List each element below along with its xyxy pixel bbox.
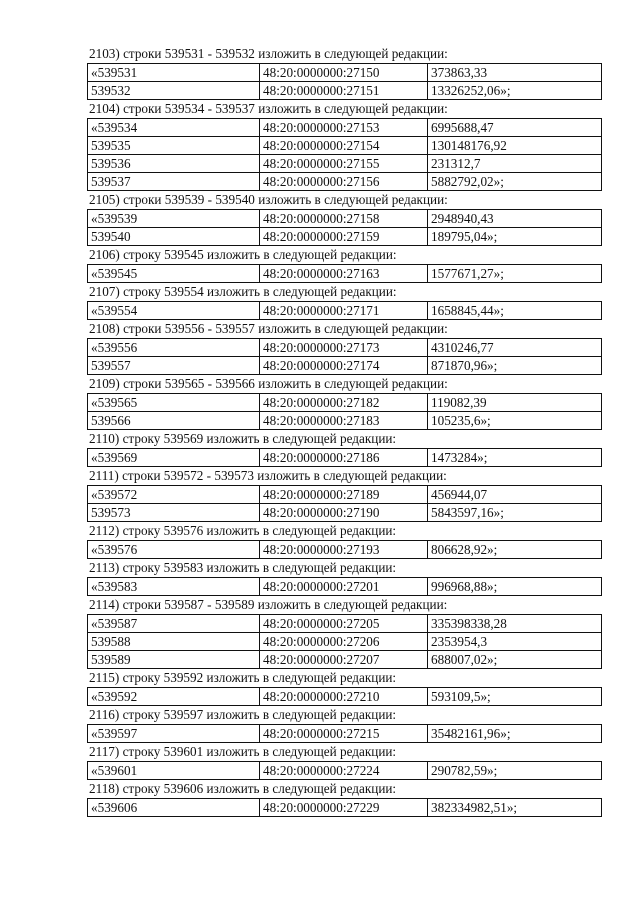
cadastral-number-cell: 48:20:0000000:27229 xyxy=(260,799,428,817)
value-cell: 688007,02»; xyxy=(428,651,602,669)
value-cell: 189795,04»; xyxy=(428,228,602,246)
table-row xyxy=(88,265,602,283)
amendment-table xyxy=(87,485,602,522)
row-number-cell: «539554 xyxy=(88,302,260,320)
amendment-table xyxy=(87,393,602,430)
cadastral-number-cell: 48:20:0000000:27207 xyxy=(260,651,428,669)
amendment-table xyxy=(87,63,602,100)
value-cell: 105235,6»; xyxy=(428,412,602,430)
amendment-heading: 2110) строку 539569 изложить в следующей редакции: xyxy=(89,431,397,446)
amendment-table xyxy=(87,687,602,706)
amendment-heading: 2106) строку 539545 изложить в следующей редакции: xyxy=(89,247,397,262)
amendment-table xyxy=(87,301,602,320)
amendment-heading: 2108) строки 539556 - 539557 изложить в следующей редакции: xyxy=(89,321,448,336)
amendment-table xyxy=(87,448,602,467)
cadastral-number-cell: 48:20:0000000:27182 xyxy=(260,394,428,412)
cadastral-number-cell: 48:20:0000000:27173 xyxy=(260,339,428,357)
cadastral-number-cell: 48:20:0000000:27158 xyxy=(260,210,428,228)
cadastral-number-cell: 48:20:0000000:27210 xyxy=(260,688,428,706)
row-number-cell: «539572 xyxy=(88,486,260,504)
amendment-heading: 2103) строки 539531 - 539532 изложить в следующей редакции: xyxy=(89,46,448,61)
row-number-cell: «539606 xyxy=(88,799,260,817)
cadastral-number-cell: 48:20:0000000:27163 xyxy=(260,265,428,283)
table-row xyxy=(88,64,602,82)
value-cell: 4310246,77 xyxy=(428,339,602,357)
row-number-cell: «539583 xyxy=(88,578,260,596)
table-row xyxy=(88,688,602,706)
cadastral-number-cell: 48:20:0000000:27193 xyxy=(260,541,428,559)
row-number-cell: «539597 xyxy=(88,725,260,743)
row-number-cell: 539536 xyxy=(88,155,260,173)
row-number-cell: «539601 xyxy=(88,762,260,780)
row-number-cell: «539534 xyxy=(88,119,260,137)
table-row xyxy=(88,541,602,559)
value-cell: 382334982,51»; xyxy=(428,799,602,817)
amendment-heading: 2111) строки 539572 - 539573 изложить в следующей редакции: xyxy=(89,468,447,483)
value-cell: 35482161,96»; xyxy=(428,725,602,743)
row-number-cell: 539557 xyxy=(88,357,260,375)
row-number-cell: «539545 xyxy=(88,265,260,283)
value-cell: 806628,92»; xyxy=(428,541,602,559)
amendment-heading: 2113) строку 539583 изложить в следующей редакции: xyxy=(89,560,397,575)
value-cell: 373863,33 xyxy=(428,64,602,82)
table-row xyxy=(88,119,602,137)
row-number-cell: «539569 xyxy=(88,449,260,467)
table-row xyxy=(88,762,602,780)
value-cell: 593109,5»; xyxy=(428,688,602,706)
amendment-heading: 2118) строку 539606 изложить в следующей редакции: xyxy=(89,781,397,796)
table-row xyxy=(88,725,602,743)
cadastral-number-cell: 48:20:0000000:27171 xyxy=(260,302,428,320)
amendment-table xyxy=(87,798,602,817)
cadastral-number-cell: 48:20:0000000:27151 xyxy=(260,82,428,100)
table-row xyxy=(88,137,602,155)
value-cell: 335398338,28 xyxy=(428,615,602,633)
amendment-table xyxy=(87,264,602,283)
table-row xyxy=(88,578,602,596)
table-row xyxy=(88,633,602,651)
amendment-table xyxy=(87,614,602,669)
row-number-cell: «539565 xyxy=(88,394,260,412)
table-row xyxy=(88,339,602,357)
value-cell: 5843597,16»; xyxy=(428,504,602,522)
table-row xyxy=(88,173,602,191)
value-cell: 6995688,47 xyxy=(428,119,602,137)
cadastral-number-cell: 48:20:0000000:27215 xyxy=(260,725,428,743)
value-cell: 13326252,06»; xyxy=(428,82,602,100)
cadastral-number-cell: 48:20:0000000:27224 xyxy=(260,762,428,780)
row-number-cell: 539537 xyxy=(88,173,260,191)
amendment-table xyxy=(87,577,602,596)
row-number-cell: 539588 xyxy=(88,633,260,651)
amendment-heading: 2105) строки 539539 - 539540 изложить в следующей редакции: xyxy=(89,192,448,207)
row-number-cell: 539532 xyxy=(88,82,260,100)
cadastral-number-cell: 48:20:0000000:27155 xyxy=(260,155,428,173)
cadastral-number-cell: 48:20:0000000:27190 xyxy=(260,504,428,522)
cadastral-number-cell: 48:20:0000000:27201 xyxy=(260,578,428,596)
cadastral-number-cell: 48:20:0000000:27159 xyxy=(260,228,428,246)
row-number-cell: «539592 xyxy=(88,688,260,706)
value-cell: 5882792,02»; xyxy=(428,173,602,191)
row-number-cell: 539589 xyxy=(88,651,260,669)
table-row xyxy=(88,449,602,467)
amendment-table xyxy=(87,724,602,743)
row-number-cell: «539539 xyxy=(88,210,260,228)
value-cell: 2353954,3 xyxy=(428,633,602,651)
cadastral-number-cell: 48:20:0000000:27206 xyxy=(260,633,428,651)
amendment-heading: 2109) строки 539565 - 539566 изложить в следующей редакции: xyxy=(89,376,448,391)
amendment-table xyxy=(87,540,602,559)
amendment-heading: 2114) строки 539587 - 539589 изложить в следующей редакции: xyxy=(89,597,448,612)
amendment-table xyxy=(87,338,602,375)
table-row xyxy=(88,615,602,633)
table-row xyxy=(88,155,602,173)
amendment-heading: 2116) строку 539597 изложить в следующей редакции: xyxy=(89,707,397,722)
amendment-table xyxy=(87,761,602,780)
amendment-heading: 2107) строку 539554 изложить в следующей редакции: xyxy=(89,284,397,299)
cadastral-number-cell: 48:20:0000000:27154 xyxy=(260,137,428,155)
table-row xyxy=(88,412,602,430)
amendment-heading: 2115) строку 539592 изложить в следующей редакции: xyxy=(89,670,397,685)
amendment-heading: 2117) строку 539601 изложить в следующей редакции: xyxy=(89,744,397,759)
table-row xyxy=(88,228,602,246)
table-row xyxy=(88,82,602,100)
table-row xyxy=(88,394,602,412)
amendment-heading: 2112) строку 539576 изложить в следующей редакции: xyxy=(89,523,397,538)
document-body xyxy=(87,45,601,817)
table-row xyxy=(88,486,602,504)
value-cell: 290782,59»; xyxy=(428,762,602,780)
value-cell: 1473284»; xyxy=(428,449,602,467)
cadastral-number-cell: 48:20:0000000:27174 xyxy=(260,357,428,375)
cadastral-number-cell: 48:20:0000000:27153 xyxy=(260,119,428,137)
row-number-cell: «539587 xyxy=(88,615,260,633)
table-row xyxy=(88,799,602,817)
row-number-cell: 539566 xyxy=(88,412,260,430)
cadastral-number-cell: 48:20:0000000:27186 xyxy=(260,449,428,467)
value-cell: 456944,07 xyxy=(428,486,602,504)
value-cell: 130148176,92 xyxy=(428,137,602,155)
value-cell: 1658845,44»; xyxy=(428,302,602,320)
cadastral-number-cell: 48:20:0000000:27205 xyxy=(260,615,428,633)
table-row xyxy=(88,504,602,522)
row-number-cell: «539531 xyxy=(88,64,260,82)
amendment-heading: 2104) строки 539534 - 539537 изложить в следующей редакции: xyxy=(89,101,448,116)
value-cell: 1577671,27»; xyxy=(428,265,602,283)
row-number-cell: 539535 xyxy=(88,137,260,155)
row-number-cell: «539576 xyxy=(88,541,260,559)
table-row xyxy=(88,302,602,320)
cadastral-number-cell: 48:20:0000000:27189 xyxy=(260,486,428,504)
amendment-table xyxy=(87,118,602,191)
row-number-cell: 539573 xyxy=(88,504,260,522)
value-cell: 871870,96»; xyxy=(428,357,602,375)
row-number-cell: 539540 xyxy=(88,228,260,246)
cadastral-number-cell: 48:20:0000000:27156 xyxy=(260,173,428,191)
value-cell: 119082,39 xyxy=(428,394,602,412)
table-row xyxy=(88,357,602,375)
cadastral-number-cell: 48:20:0000000:27150 xyxy=(260,64,428,82)
value-cell: 231312,7 xyxy=(428,155,602,173)
cadastral-number-cell: 48:20:0000000:27183 xyxy=(260,412,428,430)
amendment-table xyxy=(87,209,602,246)
value-cell: 2948940,43 xyxy=(428,210,602,228)
value-cell: 996968,88»; xyxy=(428,578,602,596)
table-row xyxy=(88,651,602,669)
row-number-cell: «539556 xyxy=(88,339,260,357)
table-row xyxy=(88,210,602,228)
